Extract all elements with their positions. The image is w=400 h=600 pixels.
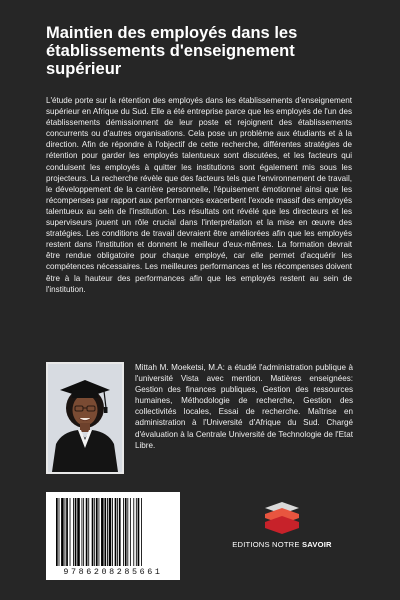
barcode-bar	[115, 498, 117, 566]
barcode-bar	[125, 498, 127, 566]
barcode-bar	[123, 498, 124, 566]
book-blurb: L'étude porte sur la rétention des employés dans les établissements d'enseignement supérieur en Afrique du Sud. Elle a été entreprise parce que les employés de l'un des établissements démissionnent de leur poste et rejoignent des établissements concurrents ou d'autres organisations. Cela pose un problème aux étudiants et à la direction. Afin de répondre à l'objectif de cette recherche, différentes stratégies de rétention pour garder les employés talentueux sont discutées, et les facteurs qui conduisent les employés à quitter les institutions sont également mis sous les projecteurs. La recherche révèle que des facteurs tels que l'environnement de travail, le développement de la carrière personnelle, l'épuisement émotionnel ainsi que les récompenses par rapport aux performances exacerbent l'exode massif des employés talentueux au sein de l'institution. Les résultats ont révélé que les directeurs et les superviseurs jouent un rôle crucial dans l'interprétation et la mise en œuvre des stratégies. Les conditions de travail devraient être améliorées afin que les employés restent dans l'institution et donnent le meilleur d'eux-mêmes. La formation devrait être rendue obligatoire pour chaque employé, car elle permet d'acquérir les compétences nécessaires. Les meilleures performances et les récompenses doivent être à la hauteur des performances afin que les employés restent au sein de l'institution.	[46, 96, 352, 294]
barcode-bar	[101, 498, 104, 566]
publisher-mark	[222, 500, 342, 560]
barcode-bar	[82, 498, 83, 566]
publisher-name-light: EDITIONS NOTRE	[232, 540, 300, 549]
barcode-bar	[75, 498, 77, 566]
publisher-name	[222, 540, 342, 549]
barcode-bar	[141, 498, 142, 566]
barcode-bar	[83, 498, 84, 566]
isbn-number: 9786208285661	[63, 567, 163, 577]
barcode-bar	[66, 498, 68, 566]
barcode-bar	[109, 498, 112, 566]
barcode-bar	[119, 498, 121, 566]
barcode-bar	[56, 498, 58, 566]
barcode-bar	[136, 498, 137, 566]
barcode-bar	[70, 498, 71, 566]
isbn-barcode	[46, 492, 180, 580]
barcode-bar	[133, 498, 134, 566]
author-photo	[46, 362, 124, 474]
barcode-bar	[117, 498, 118, 566]
barcode-bars	[54, 498, 172, 566]
barcode-bar	[104, 498, 106, 566]
barcode-bar	[61, 498, 64, 566]
publisher-name-bold: SAVOIR	[301, 540, 332, 549]
barcode-bar	[86, 498, 88, 566]
barcode-bar	[96, 498, 98, 566]
book-title: Maintien des employés dans les établissements d'enseignement supérieur	[46, 24, 298, 78]
barcode-bar	[138, 498, 140, 566]
publisher-logo-icon	[261, 500, 303, 536]
barcode-bar	[59, 498, 60, 566]
barcode-bar	[112, 498, 113, 566]
barcode-bar	[94, 498, 95, 566]
barcode-bar	[77, 498, 80, 566]
author-biography: Mittah M. Moeketsi, M.A: a étudié l'administration publique à l'université Vista avec mention. Matières enseignées: Gestion des finances publiques, Gestion des ressources humaines, Méthodologie de recherche, Gestion des collectivités locales, Essai de recherche. Maîtrise en administration à l'Université d'Afrique du Sud. Chargé d'évaluation à la Centrale Université de Technologie de l'Etat Libre.	[135, 363, 353, 450]
barcode-bar	[92, 498, 94, 566]
barcode-bar	[107, 498, 108, 566]
barcode-bar	[65, 498, 66, 566]
barcode-bar	[99, 498, 100, 566]
barcode-bar	[127, 498, 128, 566]
barcode-bar	[88, 498, 89, 566]
barcode-bar	[130, 498, 131, 566]
graduate-portrait-image	[48, 364, 122, 472]
barcode-bar	[73, 498, 74, 566]
